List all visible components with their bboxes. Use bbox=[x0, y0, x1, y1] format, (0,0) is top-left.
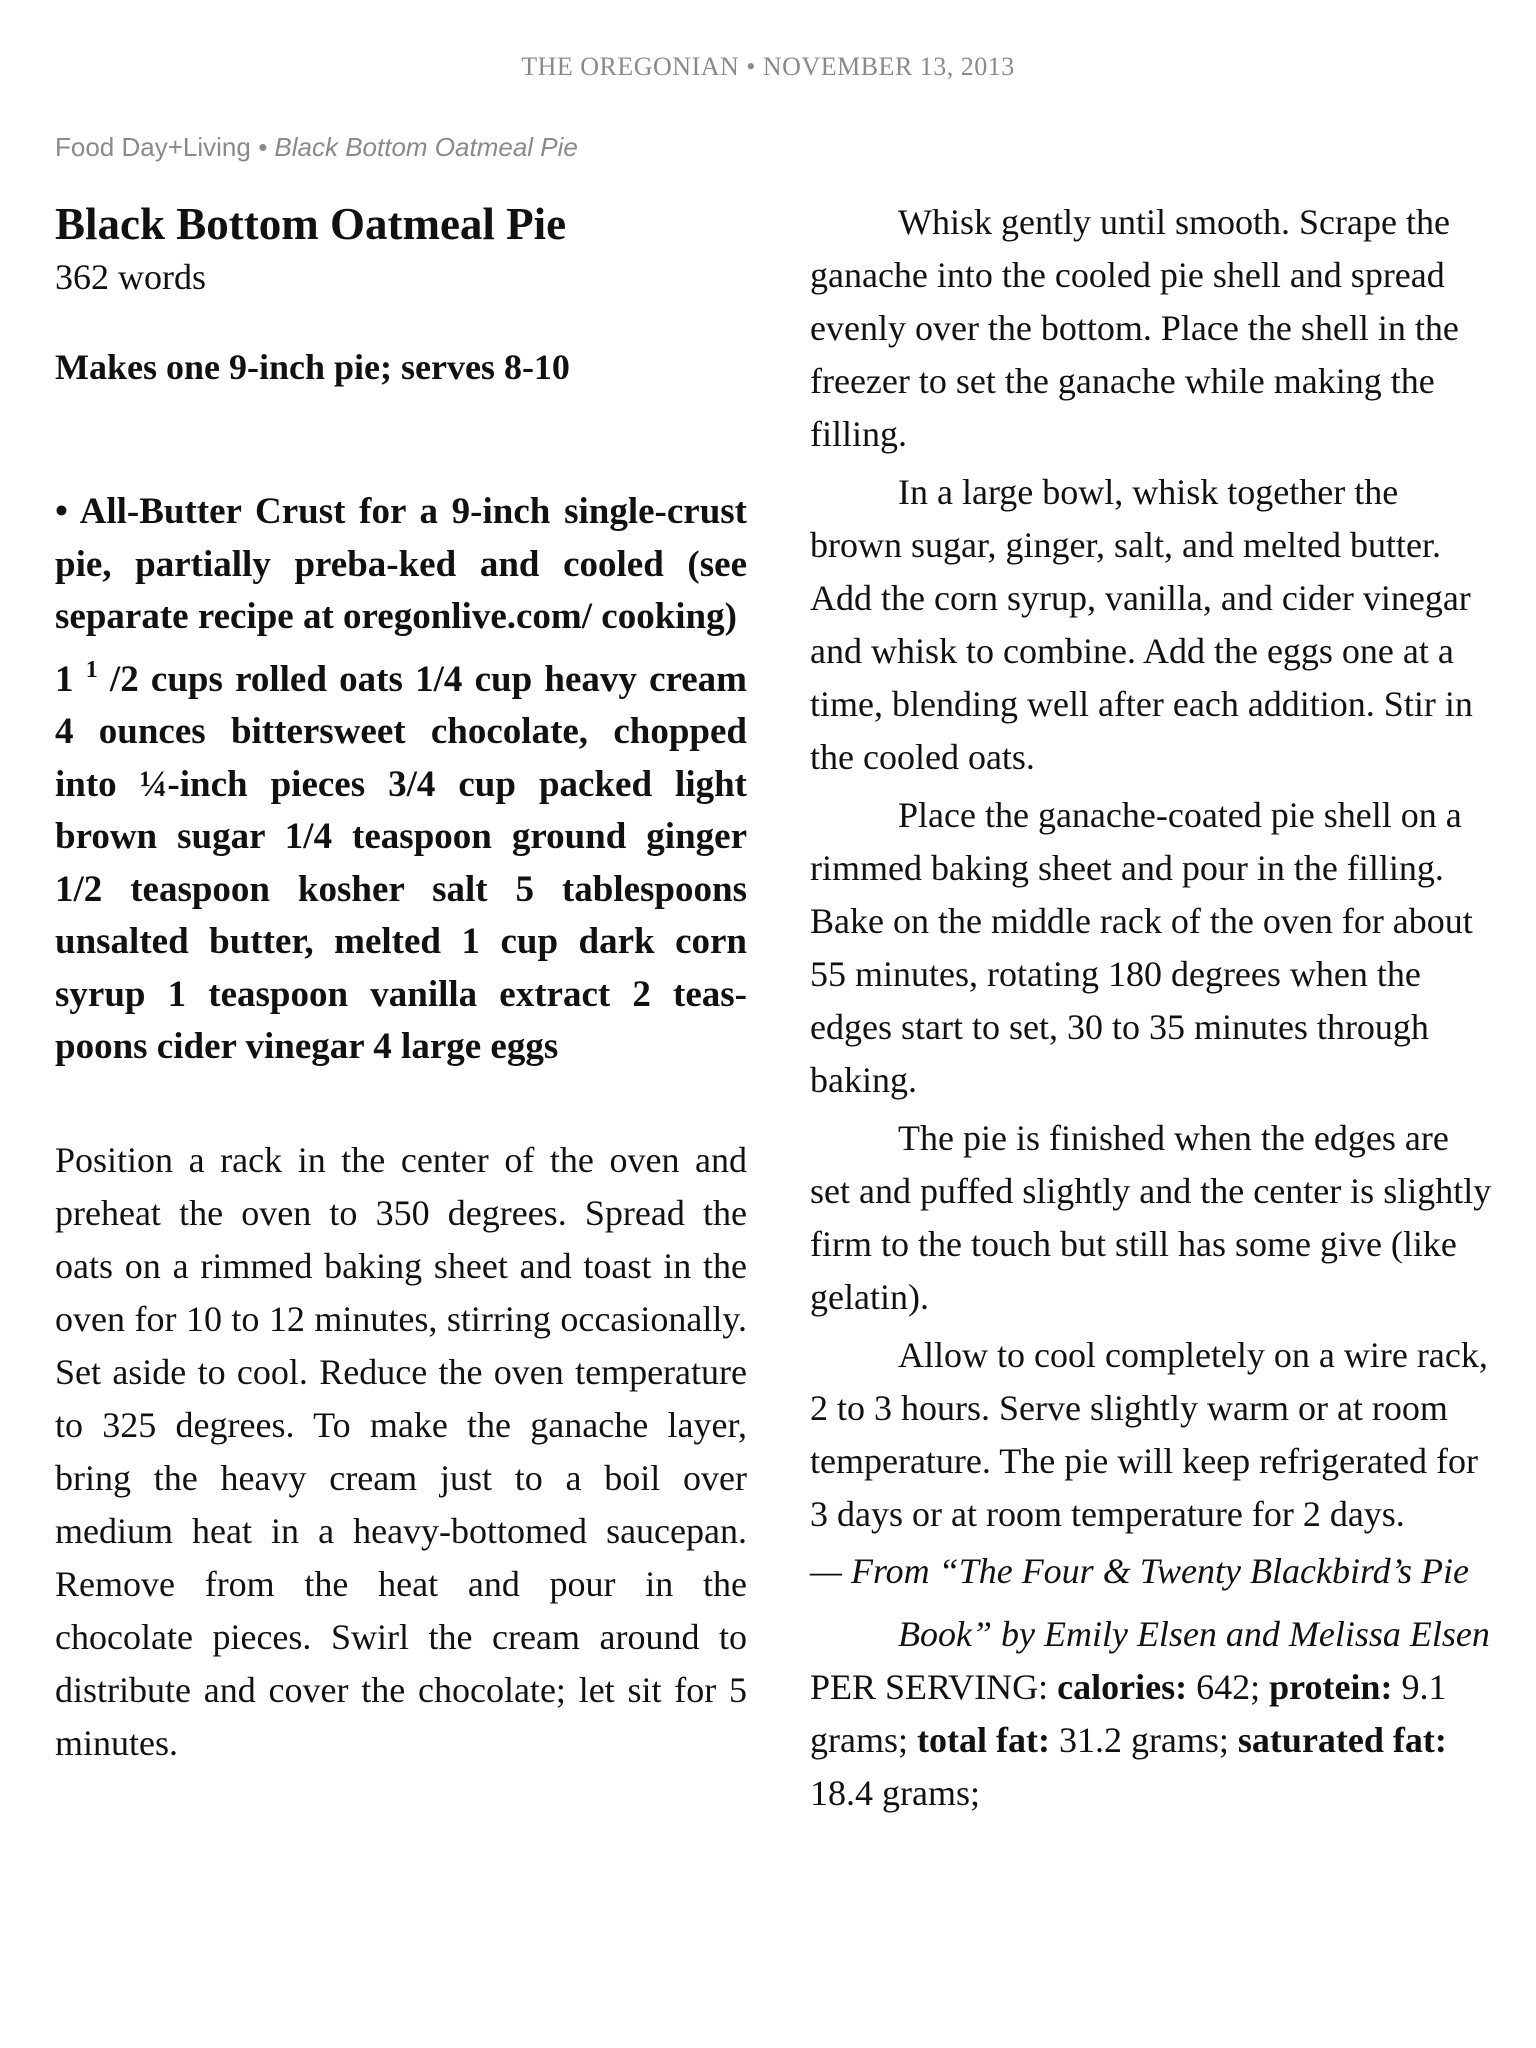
breadcrumb-current: • Black Bottom Oatmeal Pie bbox=[258, 132, 578, 162]
breadcrumb bbox=[55, 132, 578, 163]
method-step-2: Whisk gently until smooth. Scrape the ganache into the cooled pie shell and spread evenly over the bottom. Place the shell in the freezer to set the ganache while making the filling. bbox=[810, 202, 1459, 454]
total-fat-value: 31.2 grams; bbox=[1049, 1720, 1238, 1760]
calories-value: 642; bbox=[1187, 1667, 1261, 1707]
nutrition-info bbox=[810, 1661, 1496, 1820]
source-credit-line-1: — From “The Four & Twenty Blackbird’s Pie bbox=[810, 1551, 1469, 1591]
article-column-left bbox=[55, 196, 747, 1770]
source-credit-line-2: Book” by Emily Elsen and Melissa Elsen bbox=[898, 1614, 1490, 1654]
article-title: Black Bottom Oatmeal Pie bbox=[55, 199, 567, 249]
article-column-right bbox=[810, 196, 1496, 1820]
ingredient-list bbox=[55, 486, 747, 1074]
method-step-1: Position a rack in the center of the oven and preheat the oven to 350 degrees. Spread the oats on a rimmed baking sheet and toast in the oven for 10 to 12 minutes, stirring occasionally. Set aside to cool. Reduce the oven temperature to 325 degrees. To make the ganache layer, bring the heavy cream just to a boil over medium heat in a heavy-bottomed saucepan. Remove from the heat and pour in the chocolate pieces. Swirl the cream around to distribute and cover the chocolate; let sit for 5 minutes. bbox=[55, 1139, 747, 1763]
crust-ingredient: • All-Butter Crust for a 9-inch single-crust pie, partially preba-ked and cooled (see separate recipe at oregonlive.com/ cooking) bbox=[55, 491, 747, 637]
nutrition-intro: PER SERVING: bbox=[810, 1667, 1058, 1707]
word-count: 362 words bbox=[55, 257, 206, 297]
total-fat-label: total fat: bbox=[916, 1720, 1050, 1760]
breadcrumb-section-link[interactable]: Food Day+Living bbox=[55, 132, 251, 162]
method-step-4: Place the ganache-coated pie shell on a rimmed baking sheet and pour in the filling. Bake on the middle rack of the oven for about 55 minutes, rotating 180 degrees when the edges start to set, 30 to 35 minutes through baking. bbox=[810, 795, 1473, 1100]
saturated-fat-value: 18.4 grams; bbox=[810, 1773, 980, 1813]
saturated-fat-label: saturated fat: bbox=[1237, 1720, 1447, 1760]
ingredients-paragraph bbox=[55, 654, 747, 1074]
method-step-3: In a large bowl, whisk together the brown sugar, ginger, salt, and melted butter. Add the corn syrup, vanilla, and cider vinegar and whisk to combine. Add the eggs one at a time, blending well after each addition. Stir in the cooled oats. bbox=[810, 472, 1473, 777]
calories-label: calories: bbox=[1057, 1667, 1188, 1707]
protein-value: 9.1 grams; bbox=[810, 1667, 1447, 1760]
method-step-6: Allow to cool completely on a wire rack, 2 to 3 hours. Serve slightly warm or at room temperature. The pie will keep refrigerated for 3 days or at room temperature for 2 days. bbox=[810, 1335, 1488, 1534]
ingredients-lead: 1 bbox=[55, 658, 74, 700]
protein-label: protein: bbox=[1269, 1667, 1393, 1707]
ingredients-text: /2 cups rolled oats 1/4 cup heavy cream 4 ounces bittersweet chocolate, chopped into ¼-inch pieces 3/4 cup packed light brown sugar 1/4 teaspoon ground ginger 1/2 teaspoon kosher salt 5 tablespoons unsalted butter, melted 1 cup dark corn syrup 1 teaspoon vanilla extract 2 teas-poons cider vinegar 4 large eggs bbox=[55, 658, 747, 1067]
publication-masthead: THE OREGONIAN • NOVEMBER 13, 2013 bbox=[521, 52, 1015, 81]
ingredients-superscript: 1 bbox=[85, 656, 98, 683]
recipe-yield: Makes one 9-inch pie; serves 8-10 bbox=[55, 347, 570, 387]
method-step-5: The pie is finished when the edges are set and puffed slightly and the center is slightly firm to the touch but still has some give (like gelatin). bbox=[810, 1118, 1492, 1317]
